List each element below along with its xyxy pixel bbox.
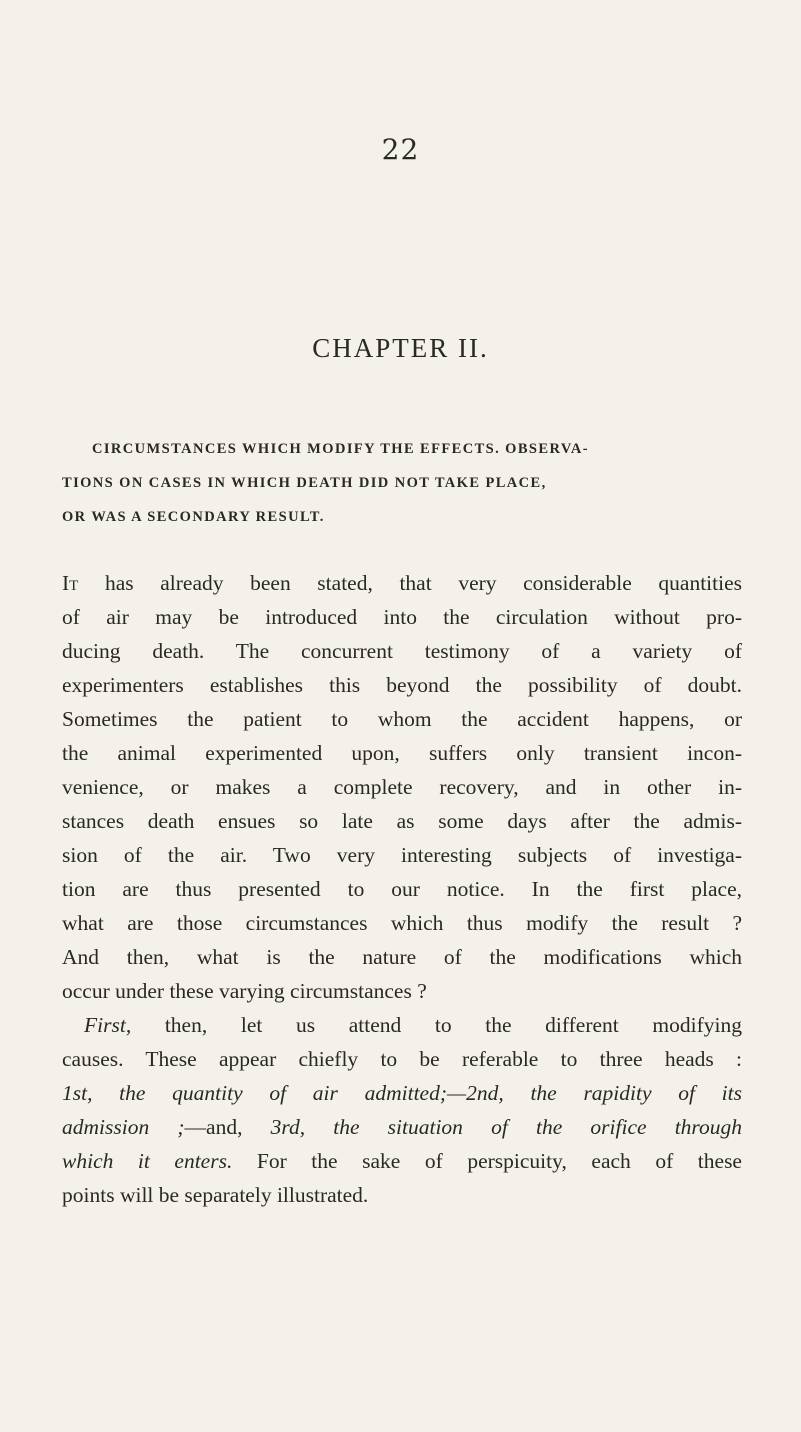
- text-line: venience, or makes a complete recovery, and in other in-: [62, 775, 742, 799]
- emphasis-text: which it enters.: [62, 1149, 233, 1173]
- text-line: sion of the air. Two very interesting subjects of investiga-: [62, 843, 742, 867]
- text-line: experimenters establishes this beyond the possibility of doubt.: [62, 673, 742, 697]
- emphasis-text: admission ;: [62, 1115, 185, 1139]
- text-line: of air may be introduced into the circulation without pro-: [62, 605, 742, 629]
- subtitle-line: OR WAS A SECONDARY RESULT.: [62, 509, 325, 525]
- text-line: tion are thus presented to our notice. In the first place,: [62, 877, 742, 901]
- text-line: Sometimes the patient to whom the accident happens, or: [62, 707, 742, 731]
- text-line: the animal experimented upon, suffers only transient incon-: [62, 741, 742, 765]
- text-fragment: For the sake of perspicuity, each of these: [232, 1149, 742, 1173]
- text-line: [62, 566, 742, 600]
- subtitle-line: CIRCUMSTANCES WHICH MODIFY THE EFFECTS. OBSERVA-: [92, 441, 589, 457]
- emphasis-text: —2nd, the rapidity of its: [447, 1081, 742, 1105]
- text-line: [62, 1110, 742, 1144]
- text-line: causes. These appear chiefly to be referable to three heads :: [62, 1047, 742, 1071]
- text-line: [62, 1008, 742, 1042]
- emphasis-text: First,: [84, 1013, 132, 1037]
- opening-word: It: [62, 571, 79, 595]
- text-line: points will be separately illustrated.: [62, 1183, 369, 1207]
- chapter-subtitle: [62, 432, 732, 534]
- text-line: ducing death. The concurrent testimony of a variety of: [62, 639, 742, 663]
- text-fragment: has already been stated, that very considerable quantities: [78, 571, 742, 595]
- body-paragraphs: [62, 566, 742, 1212]
- text-line: stances death ensues so late as some days after the admis-: [62, 809, 742, 833]
- page-number: 22: [381, 133, 420, 166]
- subtitle-line: TIONS ON CASES IN WHICH DEATH DID NOT TAKE PLACE,: [62, 475, 547, 491]
- emphasis-text: 1st, the quantity of air admitted;: [62, 1081, 447, 1105]
- text-line: what are those circumstances which thus modify the result ?: [62, 911, 742, 935]
- text-fragment: then, let us attend to the different modifying: [131, 1013, 742, 1037]
- text-line: [62, 1144, 742, 1178]
- text-line: And then, what is the nature of the modifications which: [62, 945, 742, 969]
- chapter-title: CHAPTER II.: [312, 333, 489, 363]
- emphasis-text: 3rd, the situation of the orifice through: [270, 1115, 742, 1139]
- text-line: occur under these varying circumstances ?: [62, 979, 427, 1003]
- text-fragment: —and,: [184, 1115, 271, 1139]
- text-line: [62, 1076, 742, 1110]
